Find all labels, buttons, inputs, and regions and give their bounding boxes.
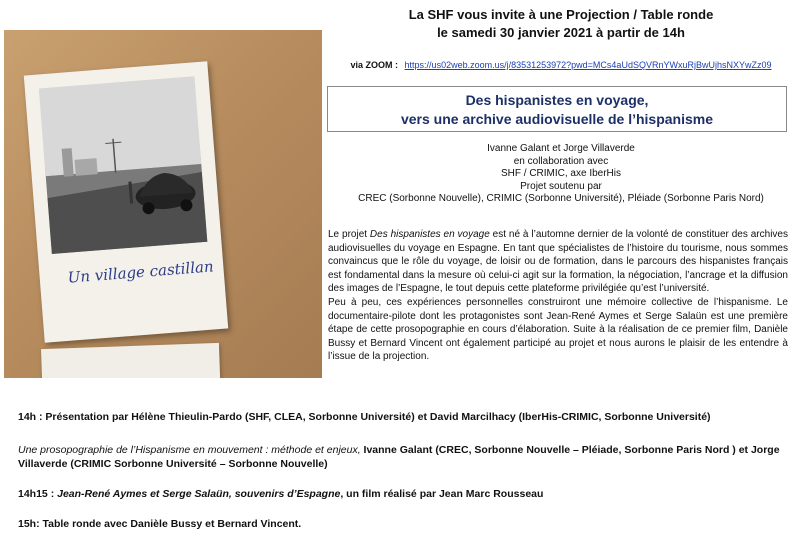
photo-caption: Un village castillan (67, 257, 215, 287)
program-item-title: Jean-René Aymes et Serge Salaün, souvenirs d’Espagne (57, 488, 341, 500)
photo-print (24, 61, 228, 343)
program-item-1 (18, 410, 788, 424)
credit-line: Projet soutenu par (520, 180, 602, 192)
description-text: Le projet (328, 229, 370, 240)
program-item-title: Une prosopographie de l’Hispanisme en mouvement : méthode et enjeux, (18, 444, 361, 456)
credit-line: SHF / CRIMIC, axe IberHis (500, 168, 622, 179)
zoom-link[interactable]: https://us02web.zoom.us/j/83531253972?pwd=MCs4aUdSQVRnYWxuRjBwUjhsNXYwZz09 (404, 60, 772, 70)
zoom-info (336, 60, 786, 70)
description-paragraph-2: Peu à peu, ces expériences personnelles construiront une mémoire collective de l’hispanisme. Le documentaire-pilote dont les protagonistes sont Jean-René Aymes et Serge Salaün est une première étape de cette prosopographie en cours d’élaboration. Suite à la réalisation de ce premier film, Danièle Bussy et Bernard Vincent ont également participé au projet et nous aurons le plaisir de les entendre à l’issue de la projection. (328, 296, 788, 363)
zoom-label: via ZOOM : (350, 60, 399, 70)
description-text: est né à l’automne dernier de la volonté de constituer des archives audiovisuelles du voyage en Espagne. En tant que spécialistes de l’histoire du tourisme, nous sommes convaincus que le rôle du voyage, de loisir ou de formation, dans le parcours des hispanistes français est fondamental dans la mesure où celui-ci agit sur la formation, la négociation, l’ancrage et la diffusion des images de l’Espagne, le tout depuis cette plateforme privilégiée qu’est l’université. (328, 229, 788, 295)
credit-line: CREC (Sorbonne Nouvelle), CRIMIC (Sorbonne Université), Pléiade (Sorbonne Paris Nord) (358, 193, 764, 204)
credit-line: Ivanne Galant et Jorge Villaverde (487, 143, 635, 154)
event-title-line-1: Des hispanistes en voyage, (465, 92, 649, 108)
credit-line: en collaboration avec (513, 155, 609, 167)
project-name: Des hispanistes en voyage (369, 229, 490, 240)
program-item-time: 14h15 : (18, 488, 58, 500)
program-item-text: Ivanne Galant (CREC, Sorbonne Nouvelle – Pléiade, Sorbonne Paris Nord ) et Jorge Villaverde (CRIMIC Sorbonne Université – Sorbonne Nouvelle) (18, 444, 780, 470)
description-paragraph-1 (328, 228, 788, 296)
header-line-2: le samedi 30 janvier 2021 à partir de 14h (437, 25, 685, 40)
second-photo-print (41, 343, 221, 378)
program-item-text: 14h : Présentation par Hélène Thieulin-Pardo (SHF, CLEA, Sorbonne Université) et David Marcilhacy (IberHis-CRIMIC, Sorbonne Université) (18, 411, 711, 423)
event-title-box (327, 86, 787, 132)
invitation-header (336, 6, 786, 42)
event-title-line-2: vers une archive audiovisuelle de l’hispanisme (400, 111, 714, 127)
description (328, 228, 788, 364)
program-item-text: , un film réalisé par Jean Marc Rousseau (340, 488, 544, 500)
credits (336, 143, 786, 206)
village-scene-illustration (39, 76, 208, 254)
vintage-photo (4, 30, 322, 378)
program-item-3 (18, 487, 788, 501)
program-item-4 (18, 517, 788, 531)
header-line-1: La SHF vous invite à une Projection / Table ronde (408, 7, 714, 22)
photo-image (39, 76, 208, 254)
program-item-text: 15h: Table ronde avec Danièle Bussy et Bernard Vincent. (18, 518, 302, 530)
program-item-2 (18, 443, 788, 471)
